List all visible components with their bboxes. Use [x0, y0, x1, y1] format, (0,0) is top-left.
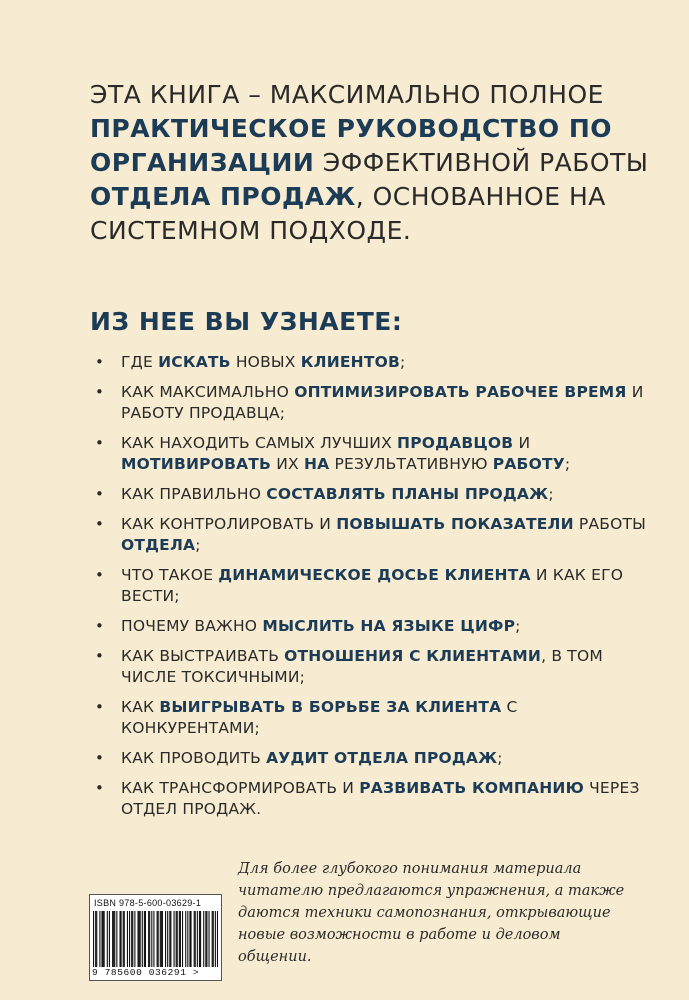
item-text: НОВЫХ — [230, 353, 301, 371]
barcode-bar — [197, 911, 198, 967]
item-text: КАК ВЫСТРАИВАТЬ — [121, 647, 285, 665]
item-text: КАК — [121, 698, 160, 716]
item-highlight: КЛИЕНТОВ — [300, 353, 400, 371]
barcode-bar — [95, 911, 96, 967]
item-text: И КАК ЕГО ВЕСТИ; — [121, 566, 624, 605]
bullet-icon: • — [95, 617, 105, 635]
barcode-bar — [145, 911, 146, 967]
item-highlight: РАБОТУ — [492, 455, 565, 473]
item-highlight: МЫСЛИТЬ НА ЯЗЫКЕ ЦИФР — [262, 617, 516, 635]
barcode-bar — [205, 911, 206, 967]
barcode-bar — [161, 911, 162, 967]
barcode-bar — [127, 911, 128, 967]
barcode-bar — [200, 911, 201, 967]
item-text: КАК НАХОДИТЬ САМЫХ ЛУЧШИХ — [121, 434, 398, 452]
item-text: ИХ — [271, 455, 304, 473]
barcode-bar — [190, 911, 191, 967]
barcode-bar — [104, 911, 105, 967]
item-text: ; — [564, 455, 571, 473]
barcode-bar — [213, 911, 214, 967]
item-text: С КОНКУРЕНТАМИ; — [121, 698, 518, 737]
item-highlight: НА — [303, 455, 330, 473]
list-item — [92, 616, 652, 637]
barcode-digits: 9 785600 036291 > — [92, 967, 219, 978]
barcode-bar — [194, 911, 195, 967]
barcode-bar — [162, 911, 163, 967]
list-item — [92, 697, 652, 739]
list-item — [92, 382, 652, 424]
barcode-bar — [123, 911, 124, 967]
intro-highlight-1: ПРАКТИЧЕСКОЕ РУКОВОДСТВО ПО ОРГАНИЗАЦИИ — [90, 114, 613, 177]
item-text: КАК ТРАНСФОРМИРОВАТЬ И — [121, 779, 360, 797]
barcode-bar — [177, 911, 178, 967]
barcode-bar — [215, 911, 216, 967]
item-highlight: ОТДЕЛА — [121, 536, 196, 554]
barcode-bar — [134, 911, 135, 967]
item-text: ЧТО ТАКОЕ — [121, 566, 219, 584]
barcode-bar — [132, 911, 133, 967]
barcode-bar — [185, 911, 186, 967]
item-highlight: ВЫИГРЫВАТЬ В БОРЬБЕ ЗА КЛИЕНТА — [159, 698, 502, 716]
barcode-bar — [131, 911, 132, 967]
item-text: ; — [515, 617, 521, 635]
list-item — [92, 778, 652, 820]
barcode-bar — [114, 911, 115, 967]
item-text: ; — [400, 353, 406, 371]
bullet-icon: • — [95, 749, 105, 767]
intro-text-1: ЭТА КНИГА – МАКСИМАЛЬНО ПОЛНОЕ — [90, 80, 604, 109]
barcode-bar — [167, 911, 168, 967]
barcode-bar — [189, 911, 190, 967]
item-highlight: РАЗВИВАТЬ КОМПАНИЮ — [359, 779, 584, 797]
intro-paragraph — [90, 78, 650, 248]
item-text: КАК ПРОВОДИТЬ — [121, 749, 267, 767]
barcode-bar — [157, 911, 158, 967]
intro-text-2: ЭФФЕКТИВНОЙ РАБОТЫ — [314, 148, 649, 177]
barcode-bar — [160, 911, 161, 967]
barcode-bar — [142, 911, 143, 967]
barcode-bar — [208, 911, 209, 967]
item-text: КАК КОНТРОЛИРОВАТЬ И — [121, 515, 337, 533]
bullet-icon: • — [95, 779, 105, 797]
barcode-bar — [149, 911, 150, 967]
item-highlight: АУДИТ ОТДЕЛА ПРОДАЖ — [266, 749, 498, 767]
barcode-bar — [182, 911, 183, 967]
list-item — [92, 484, 652, 505]
barcode-bar — [176, 911, 177, 967]
bullet-icon: • — [95, 647, 105, 665]
item-highlight: ОПТИМИЗИРОВАТЬ РАБОЧЕЕ ВРЕМЯ — [294, 383, 627, 401]
bullet-icon: • — [95, 698, 105, 716]
description-note: Для более глубокого понимания материала читателю предлагаются упражнения, а также даются техники самопознания, открывающие новые возможности в работе и деловом общении. — [238, 861, 625, 965]
bullet-icon: • — [95, 383, 105, 401]
item-text: ; — [548, 485, 554, 503]
barcode-bar — [119, 911, 120, 967]
barcode-bar — [158, 911, 159, 967]
item-text: ПОЧЕМУ ВАЖНО — [121, 617, 263, 635]
barcode-icon — [93, 911, 218, 967]
bullet-icon: • — [95, 566, 105, 584]
item-highlight: ДИНАМИЧЕСКОЕ ДОСЬЕ КЛИЕНТА — [218, 566, 531, 584]
item-highlight: ПОВЫШАТЬ ПОКАЗАТЕЛИ — [336, 515, 574, 533]
barcode-bar — [206, 911, 207, 967]
barcode-bar — [180, 911, 181, 967]
barcode-bar — [101, 911, 102, 967]
item-highlight: ИСКАТЬ — [158, 353, 231, 371]
list-item — [92, 646, 652, 688]
item-text: КАК МАКСИМАЛЬНО — [121, 383, 295, 401]
barcode-bar — [153, 911, 154, 967]
item-text: РАБОТЫ — [573, 515, 647, 533]
bullet-icon: • — [95, 515, 105, 533]
item-highlight: МОТИВИРОВАТЬ — [121, 455, 272, 473]
list-item — [92, 352, 652, 373]
barcode-bar — [113, 911, 114, 967]
list-item — [92, 514, 652, 556]
bullet-icon: • — [95, 485, 105, 503]
barcode-bar — [179, 911, 180, 967]
barcode-bar — [99, 911, 100, 967]
item-text: ; — [195, 536, 201, 554]
barcode-bar — [199, 911, 200, 967]
list-item — [92, 565, 652, 607]
item-text: , В ТОМ ЧИСЛЕ ТОКСИЧНЫМИ; — [121, 647, 603, 686]
intro-highlight-2: ОТДЕЛА ПРОДАЖ — [90, 182, 356, 211]
item-text: КАК ПРАВИЛЬНО — [121, 485, 267, 503]
barcode-bar — [151, 911, 152, 967]
item-text: РЕЗУЛЬТАТИВНУЮ — [329, 455, 493, 473]
barcode-bar — [109, 911, 110, 967]
item-text: ГДЕ — [121, 353, 159, 371]
item-highlight: ОТНОШЕНИЯ С КЛИЕНТАМИ — [284, 647, 542, 665]
barcode-bar — [217, 911, 218, 967]
barcode-bar — [148, 911, 149, 967]
barcode-bar — [212, 911, 213, 967]
section-heading: ИЗ НЕЕ ВЫ УЗНАЕТЕ: — [90, 307, 403, 336]
item-text: ; — [497, 749, 503, 767]
bullet-icon: • — [95, 353, 105, 371]
barcode-bar — [116, 911, 117, 967]
item-highlight: ПРОДАВЦОВ — [397, 434, 514, 452]
barcode-bar — [112, 911, 113, 967]
barcode-bar — [144, 911, 145, 967]
barcode-bar — [121, 911, 122, 967]
barcode-bar — [165, 911, 166, 967]
list-item — [92, 433, 652, 475]
barcode-bar — [93, 911, 94, 967]
barcode-bar — [203, 911, 204, 967]
bullet-icon: • — [95, 434, 105, 452]
item-text: ЧЕРЕЗ ОТДЕЛ ПРОДАЖ. — [121, 779, 640, 818]
item-text: И — [513, 434, 531, 452]
barcode-bar — [195, 911, 196, 967]
barcode-bar — [139, 911, 140, 967]
barcode-bar — [187, 911, 188, 967]
barcode-bar — [169, 911, 170, 967]
intro-text-3: , ОСНОВАННОЕ НА СИСТЕМНОМ ПОДХОДЕ. — [90, 182, 606, 245]
barcode-bar — [96, 911, 97, 967]
barcode-bar — [137, 911, 138, 967]
item-highlight: СОСТАВЛЯТЬ ПЛАНЫ ПРОДАЖ — [266, 485, 549, 503]
list-item — [92, 748, 652, 769]
barcode-bar — [107, 911, 108, 967]
barcode-bar — [170, 911, 171, 967]
isbn-text: ISBN 978-5-600-03629-1 — [94, 898, 202, 908]
item-text: И РАБОТУ ПРОДАВЦА; — [121, 383, 644, 422]
barcode-label — [89, 894, 222, 981]
barcode-bar — [140, 911, 141, 967]
benefit-list — [92, 352, 652, 829]
barcode-bar — [124, 911, 125, 967]
barcode-bar — [129, 911, 130, 967]
barcode-bar — [174, 911, 175, 967]
barcode-bar — [103, 911, 104, 967]
